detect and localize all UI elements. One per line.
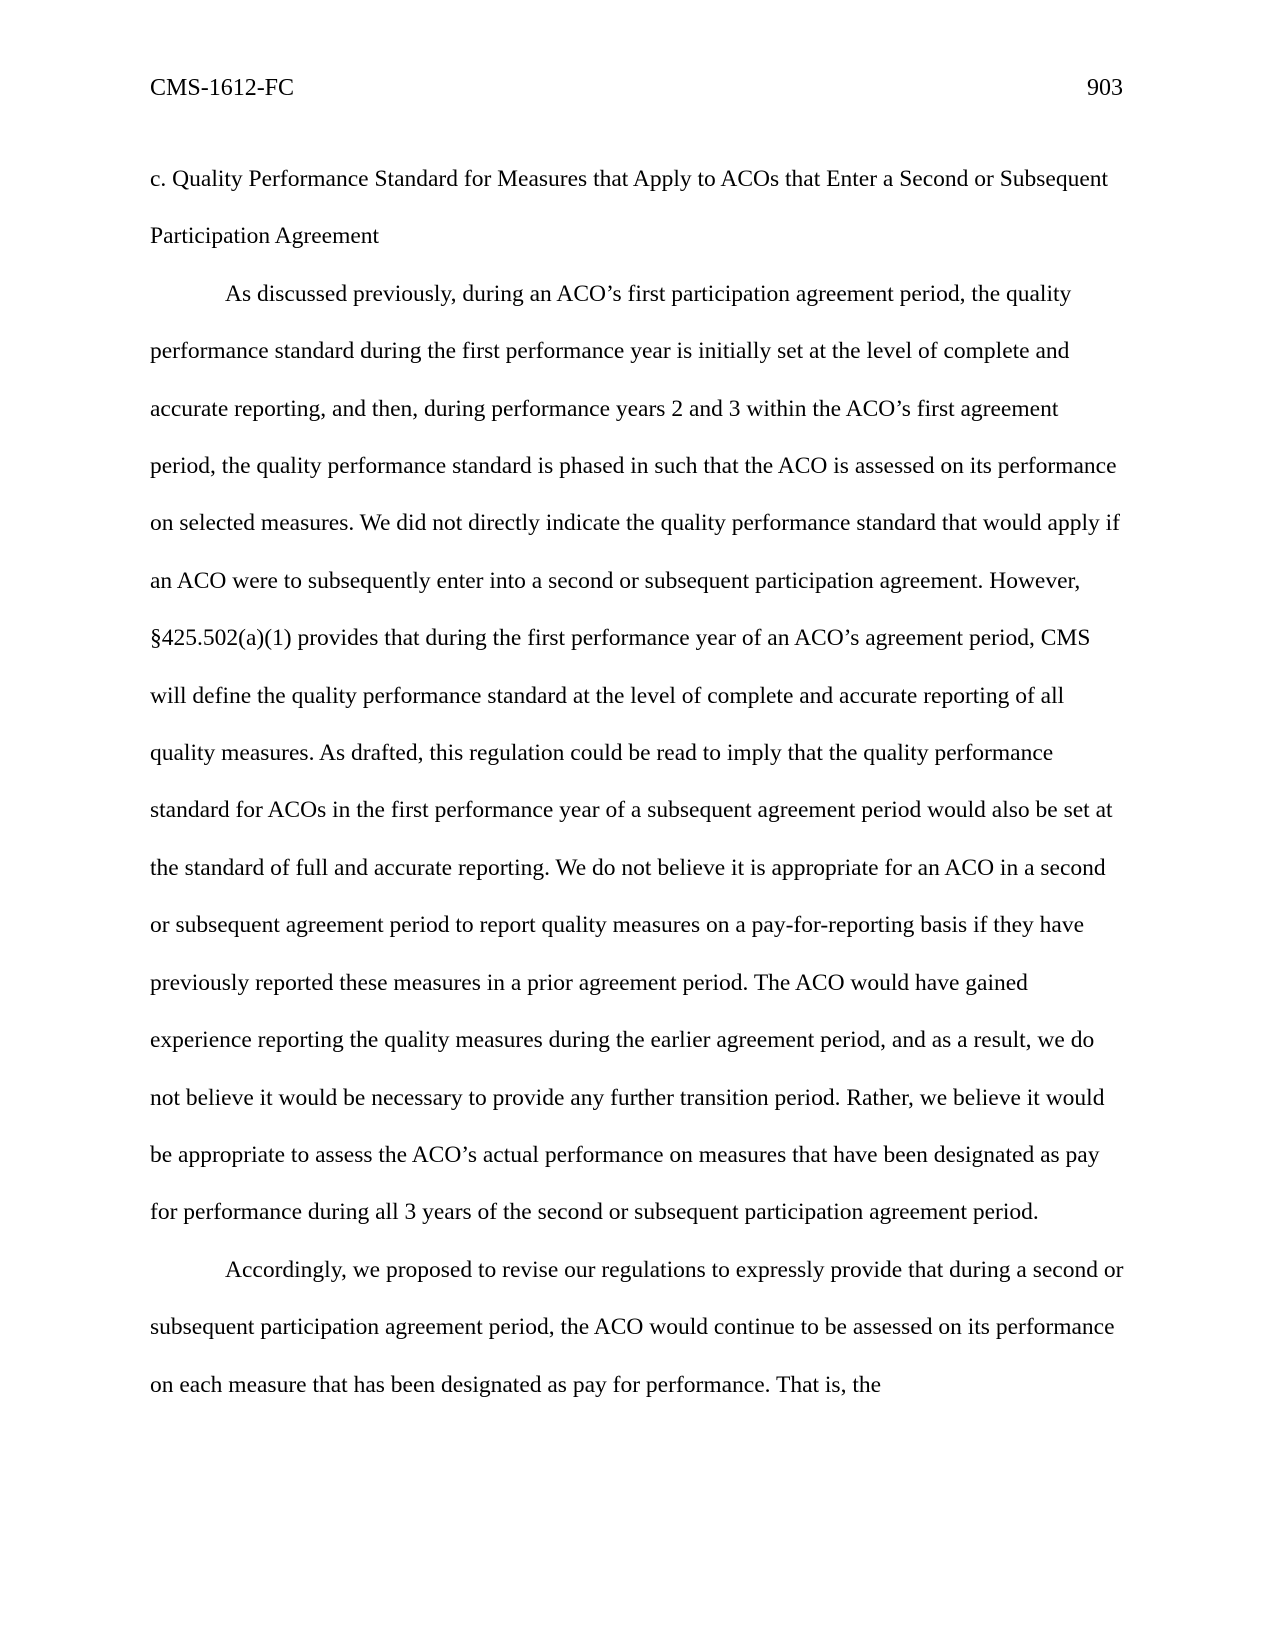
page-number: 903 [1087,75,1123,101]
page-body [150,151,1125,1414]
document-id: CMS-1612-FC [150,75,295,101]
section-heading: c. Quality Performance Standard for Measures that Apply to ACOs that Enter a Second or Subsequent Participation Agreement [150,166,1109,250]
body-paragraph: Accordingly, we proposed to revise our regulations to expressly provide that during a second or subsequent participation agreement period, the ACO would continue to be assessed on its performance on each measure that has been designated as pay for performance. That is, the [150,1256,1124,1398]
body-paragraph: As discussed previously, during an ACO’s first participation agreement period, the quality performance standard during the first performance year is initially set at the level of complete and accurate reporting, and then, during performance years 2 and 3 within the ACO’s first agreement period, the quality performance standard is phased in such that the ACO is assessed on its performance on selected measures. We did not directly indicate the quality performance standard that would apply if an ACO were to subsequently enter into a second or subsequent participation agreement. However, §425.502(a)(1) provides that during the first performance year of an ACO’s agreement period, CMS will define the quality performance standard at the level of complete and accurate reporting of all quality measures. As drafted, this regulation could be read to imply that the quality performance standard for ACOs in the first performance year of a subsequent agreement period would also be set at the standard of full and accurate reporting. We do not believe it is appropriate for an ACO in a second or subsequent agreement period to report quality measures on a pay-for-reporting basis if they have previously reported these measures in a prior agreement period. The ACO would have gained experience reporting the quality measures during the earlier agreement period, and as a result, we do not believe it would be necessary to provide any further transition period. Rather, we believe it would be appropriate to assess the ACO’s actual performance on measures that have been designated as pay for performance during all 3 years of the second or subsequent participation agreement period. [150,280,1120,1226]
